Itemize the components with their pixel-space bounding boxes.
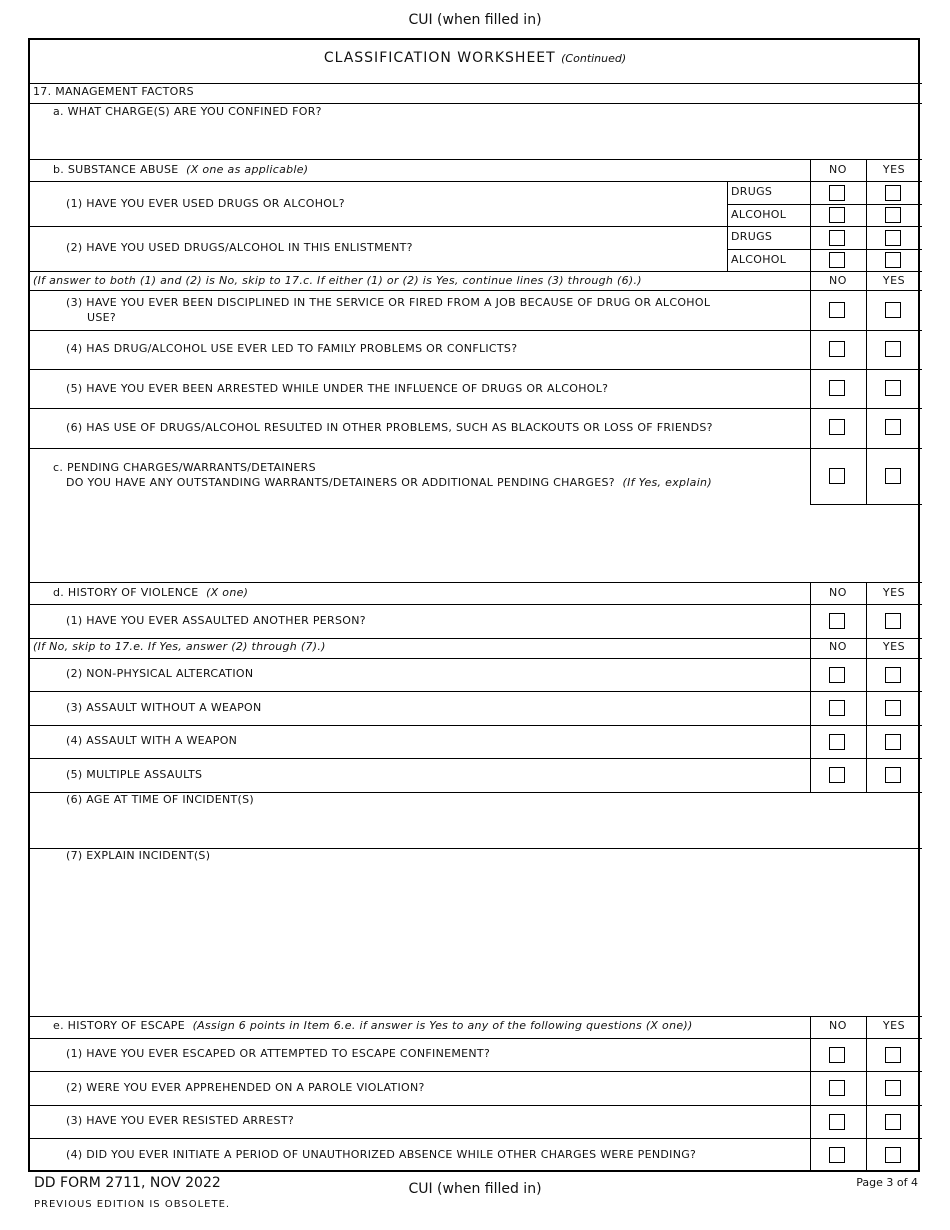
item-d-instruction: (If No, skip to 17.e. If Yes, answer (2) through (7).) xyxy=(33,640,326,653)
d5-no-checkbox[interactable] xyxy=(829,767,845,783)
c-no-checkbox[interactable] xyxy=(829,468,845,484)
e4-no-checkbox[interactable] xyxy=(829,1147,845,1163)
divider xyxy=(28,448,922,449)
divider xyxy=(28,1071,922,1072)
yes-header: YES xyxy=(882,586,906,599)
divider xyxy=(28,604,922,605)
divider xyxy=(28,758,922,759)
item-d-label xyxy=(53,586,248,599)
divider xyxy=(28,1105,922,1106)
divider xyxy=(28,330,922,331)
divider xyxy=(28,1138,922,1139)
d3-yes-checkbox[interactable] xyxy=(885,700,901,716)
form-title-main: CLASSIFICATION WORKSHEET xyxy=(323,50,556,66)
divider xyxy=(28,369,922,370)
d4-yes-checkbox[interactable] xyxy=(885,734,901,750)
question-d1: (1) HAVE YOU EVER ASSAULTED ANOTHER PERSON? xyxy=(66,614,366,627)
yes-header: YES xyxy=(882,1019,906,1032)
question-d5: (5) MULTIPLE ASSAULTS xyxy=(66,768,203,781)
divider xyxy=(28,1016,922,1017)
drugs-label: DRUGS xyxy=(731,230,773,243)
divider xyxy=(28,638,922,639)
question-b3: (3) HAVE YOU EVER BEEN DISCIPLINED IN THE SERVICE OR FIRED FROM A JOB BECAUSE OF DRUG OR ALCOHOL xyxy=(66,296,711,309)
divider xyxy=(866,1016,867,1172)
e3-yes-checkbox[interactable] xyxy=(885,1114,901,1130)
divider xyxy=(28,725,922,726)
explain-incidents-input-area[interactable] xyxy=(40,866,900,1012)
divider xyxy=(28,226,922,227)
no-header: NO xyxy=(829,640,847,653)
question-c xyxy=(66,476,712,489)
d2-no-checkbox[interactable] xyxy=(829,667,845,683)
item-e-label xyxy=(53,1019,693,1032)
cui-header: CUI (when filled in) xyxy=(408,12,542,28)
item-b-title: b. SUBSTANCE ABUSE xyxy=(53,163,179,176)
b1-alcohol-no-checkbox[interactable] xyxy=(829,207,845,223)
question-d2: (2) NON-PHYSICAL ALTERCATION xyxy=(66,667,254,680)
d2-yes-checkbox[interactable] xyxy=(885,667,901,683)
question-e2: (2) WERE YOU EVER APPREHENDED ON A PAROLE VIOLATION? xyxy=(66,1081,425,1094)
e1-yes-checkbox[interactable] xyxy=(885,1047,901,1063)
b1-alcohol-yes-checkbox[interactable] xyxy=(885,207,901,223)
divider xyxy=(727,181,728,271)
item-a-label: a. WHAT CHARGE(S) ARE YOU CONFINED FOR? xyxy=(53,105,322,118)
b5-yes-checkbox[interactable] xyxy=(885,380,901,396)
no-header: NO xyxy=(829,586,847,599)
yes-header: YES xyxy=(882,163,906,176)
question-c-note: (If Yes, explain) xyxy=(622,476,712,489)
alcohol-label: ALCOHOL xyxy=(731,253,787,266)
drugs-label: DRUGS xyxy=(731,185,773,198)
b2-alcohol-no-checkbox[interactable] xyxy=(829,252,845,268)
divider xyxy=(28,1038,922,1039)
question-d3: (3) ASSAULT WITHOUT A WEAPON xyxy=(66,701,262,714)
item-e-note: (Assign 6 points in Item 6.e. if answer is Yes to any of the following questions (X one)) xyxy=(192,1019,693,1032)
e2-no-checkbox[interactable] xyxy=(829,1080,845,1096)
question-b4: (4) HAS DRUG/ALCOHOL USE EVER LED TO FAMILY PROBLEMS OR CONFLICTS? xyxy=(66,342,518,355)
divider xyxy=(866,159,867,504)
divider xyxy=(810,504,922,505)
item-b-instruction: (If answer to both (1) and (2) is No, skip to 17.c. If either (1) or (2) is Yes, continue lines (3) through (6).) xyxy=(33,274,642,287)
d3-no-checkbox[interactable] xyxy=(829,700,845,716)
d5-yes-checkbox[interactable] xyxy=(885,767,901,783)
b4-no-checkbox[interactable] xyxy=(829,341,845,357)
question-d4: (4) ASSAULT WITH A WEAPON xyxy=(66,734,238,747)
form-title xyxy=(28,50,922,66)
b2-alcohol-yes-checkbox[interactable] xyxy=(885,252,901,268)
b5-no-checkbox[interactable] xyxy=(829,380,845,396)
item-b-label xyxy=(53,163,308,176)
divider xyxy=(28,582,922,583)
item-d-title: d. HISTORY OF VIOLENCE xyxy=(53,586,199,599)
no-header: NO xyxy=(829,274,847,287)
pending-charges-explain-area[interactable] xyxy=(40,508,900,578)
page-number: Page 3 of 4 xyxy=(856,1176,918,1189)
item-b-note: (X one as applicable) xyxy=(186,163,309,176)
section-17-heading: 17. MANAGEMENT FACTORS xyxy=(33,85,194,98)
question-c-text: DO YOU HAVE ANY OUTSTANDING WARRANTS/DETAINERS OR ADDITIONAL PENDING CHARGES? xyxy=(66,476,615,489)
yes-header: YES xyxy=(882,274,906,287)
question-b2: (2) HAVE YOU USED DRUGS/ALCOHOL IN THIS ENLISTMENT? xyxy=(66,241,413,254)
age-at-incident-input-area[interactable] xyxy=(40,810,900,844)
divider xyxy=(28,181,922,182)
item-e-title: e. HISTORY OF ESCAPE xyxy=(53,1019,185,1032)
divider xyxy=(28,691,922,692)
b6-no-checkbox[interactable] xyxy=(829,419,845,435)
divider xyxy=(727,204,922,205)
e3-no-checkbox[interactable] xyxy=(829,1114,845,1130)
b6-yes-checkbox[interactable] xyxy=(885,419,901,435)
e4-yes-checkbox[interactable] xyxy=(885,1147,901,1163)
divider xyxy=(28,83,922,84)
item-d-note: (X one) xyxy=(206,586,249,599)
no-header: NO xyxy=(829,1019,847,1032)
edition-notice: PREVIOUS EDITION IS OBSOLETE. xyxy=(34,1199,231,1210)
b3-yes-checkbox[interactable] xyxy=(885,302,901,318)
d4-no-checkbox[interactable] xyxy=(829,734,845,750)
cui-footer: CUI (when filled in) xyxy=(408,1181,542,1197)
e1-no-checkbox[interactable] xyxy=(829,1047,845,1063)
divider xyxy=(28,658,922,659)
question-b1: (1) HAVE YOU EVER USED DRUGS OR ALCOHOL? xyxy=(66,197,345,210)
question-e3: (3) HAVE YOU EVER RESISTED ARREST? xyxy=(66,1114,294,1127)
no-header: NO xyxy=(829,163,847,176)
form-number: DD FORM 2711, NOV 2022 xyxy=(34,1175,221,1191)
question-e4: (4) DID YOU EVER INITIATE A PERIOD OF UNAUTHORIZED ABSENCE WHILE OTHER CHARGES WERE PENDING? xyxy=(66,1148,697,1161)
divider xyxy=(28,103,922,104)
question-e1: (1) HAVE YOU EVER ESCAPED OR ATTEMPTED TO ESCAPE CONFINEMENT? xyxy=(66,1047,491,1060)
d1-no-checkbox[interactable] xyxy=(829,613,845,629)
d1-yes-checkbox[interactable] xyxy=(885,613,901,629)
form-title-sub: (Continued) xyxy=(561,52,627,65)
question-b6: (6) HAS USE OF DRUGS/ALCOHOL RESULTED IN OTHER PROBLEMS, SUCH AS BLACKOUTS OR LOSS OF FRIENDS? xyxy=(66,421,713,434)
yes-header: YES xyxy=(882,640,906,653)
divider xyxy=(727,249,922,250)
divider xyxy=(28,408,922,409)
question-d7: (7) EXPLAIN INCIDENT(S) xyxy=(66,849,211,862)
divider xyxy=(810,159,811,504)
e2-yes-checkbox[interactable] xyxy=(885,1080,901,1096)
c-yes-checkbox[interactable] xyxy=(885,468,901,484)
b2-drugs-no-checkbox[interactable] xyxy=(829,230,845,246)
b2-drugs-yes-checkbox[interactable] xyxy=(885,230,901,246)
divider xyxy=(28,271,922,272)
b4-yes-checkbox[interactable] xyxy=(885,341,901,357)
divider xyxy=(810,582,811,792)
item-c-label: c. PENDING CHARGES/WARRANTS/DETAINERS xyxy=(53,461,316,474)
charges-input-area[interactable] xyxy=(40,120,900,156)
b3-no-checkbox[interactable] xyxy=(829,302,845,318)
b1-drugs-no-checkbox[interactable] xyxy=(829,185,845,201)
divider xyxy=(866,582,867,792)
divider xyxy=(810,1016,811,1172)
alcohol-label: ALCOHOL xyxy=(731,208,787,221)
question-d6: (6) AGE AT TIME OF INCIDENT(S) xyxy=(66,793,254,806)
b1-drugs-yes-checkbox[interactable] xyxy=(885,185,901,201)
divider xyxy=(28,290,922,291)
divider xyxy=(28,159,922,160)
question-b3-continued: USE? xyxy=(87,311,117,324)
question-b5: (5) HAVE YOU EVER BEEN ARRESTED WHILE UNDER THE INFLUENCE OF DRUGS OR ALCOHOL? xyxy=(66,382,609,395)
